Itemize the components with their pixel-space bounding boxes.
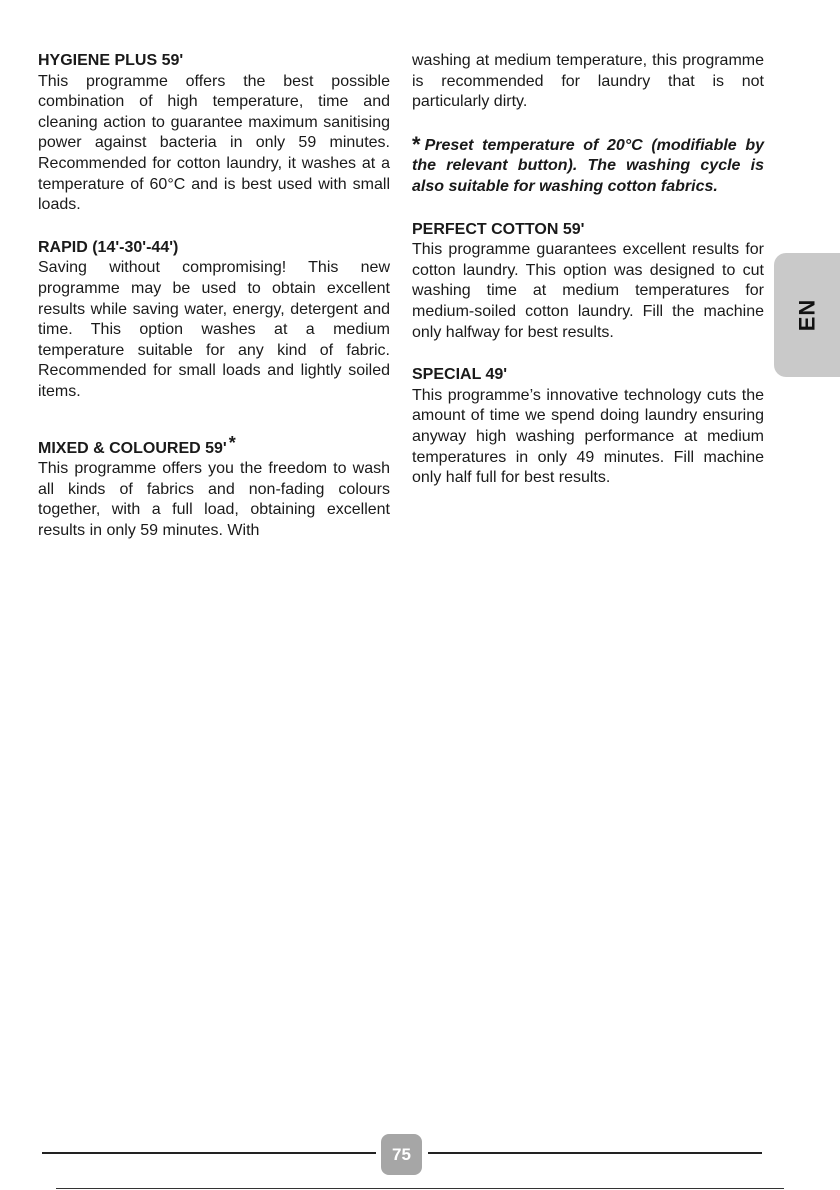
left-column — [38, 51, 390, 563]
bottom-rule — [56, 1188, 784, 1189]
section-special — [412, 365, 764, 489]
section-hygiene-plus — [38, 51, 390, 216]
footer-divider-right — [428, 1152, 762, 1154]
section-title: SPECIAL 49' — [412, 366, 508, 384]
section-perfect-cotton — [412, 220, 764, 344]
section-text: Saving without compromising! This new programme may be used to obtain excellent results while saving water, energy, detergent and time. This option washes at a medium temperature suitable for any kind of fabric. Recommended for small loads and lightly soiled items. — [38, 259, 390, 400]
page-number-badge: 75 — [381, 1134, 422, 1175]
section-mixed-coloured — [38, 433, 390, 542]
section-text: This programme guarantees excellent results for cotton laundry. This option was designed to cut washing time at medium temperatures for medium-soiled cotton laundry. Fill the machine only halfway for best results. — [412, 241, 764, 341]
preset-temperature-note — [412, 131, 764, 198]
continued-text: washing at medium temperature, this programme is recommended for laundry that is not particularly dirty. — [412, 52, 764, 111]
asterisk-icon: * — [412, 131, 421, 157]
section-title: MIXED & COLOURED 59' — [38, 439, 227, 457]
language-label: EN — [794, 298, 819, 332]
section-title: PERFECT COTTON 59' — [412, 220, 585, 238]
note-text: Preset temperature of 20°C (modifiable by the relevant button). The washing cycle is also suitable for washing cotton fabrics. — [412, 136, 764, 195]
section-text: This programme offers the best possible combination of high temperature, time and cleaning action to guarantee maximum sanitising power against bacteria in only 59 minutes. Recommended for cotton laundry, it washes at a temperature of 60°C and is best used with small loads. — [38, 72, 390, 214]
section-rapid — [38, 238, 390, 403]
asterisk-icon: * — [228, 432, 236, 453]
language-tab — [774, 253, 840, 377]
section-title-wrapper — [38, 433, 390, 460]
right-column — [412, 51, 764, 511]
footer-divider-left — [42, 1152, 376, 1154]
section-text: This programme offers you the freedom to wash all kinds of fabrics and non-fading colours together, with a full load, obtaining excellent results in only 59 minutes. With — [38, 460, 390, 539]
section-text: This programme’s innovative technology cuts the amount of time we spend doing laundry ensuring anyway high washing performance at medium temperatures in only 49 minutes. Fill machine only half full for best results. — [412, 386, 764, 487]
section-title: HYGIENE PLUS 59' — [38, 52, 184, 69]
section-title: RAPID (14'-30'-44') — [38, 238, 179, 256]
